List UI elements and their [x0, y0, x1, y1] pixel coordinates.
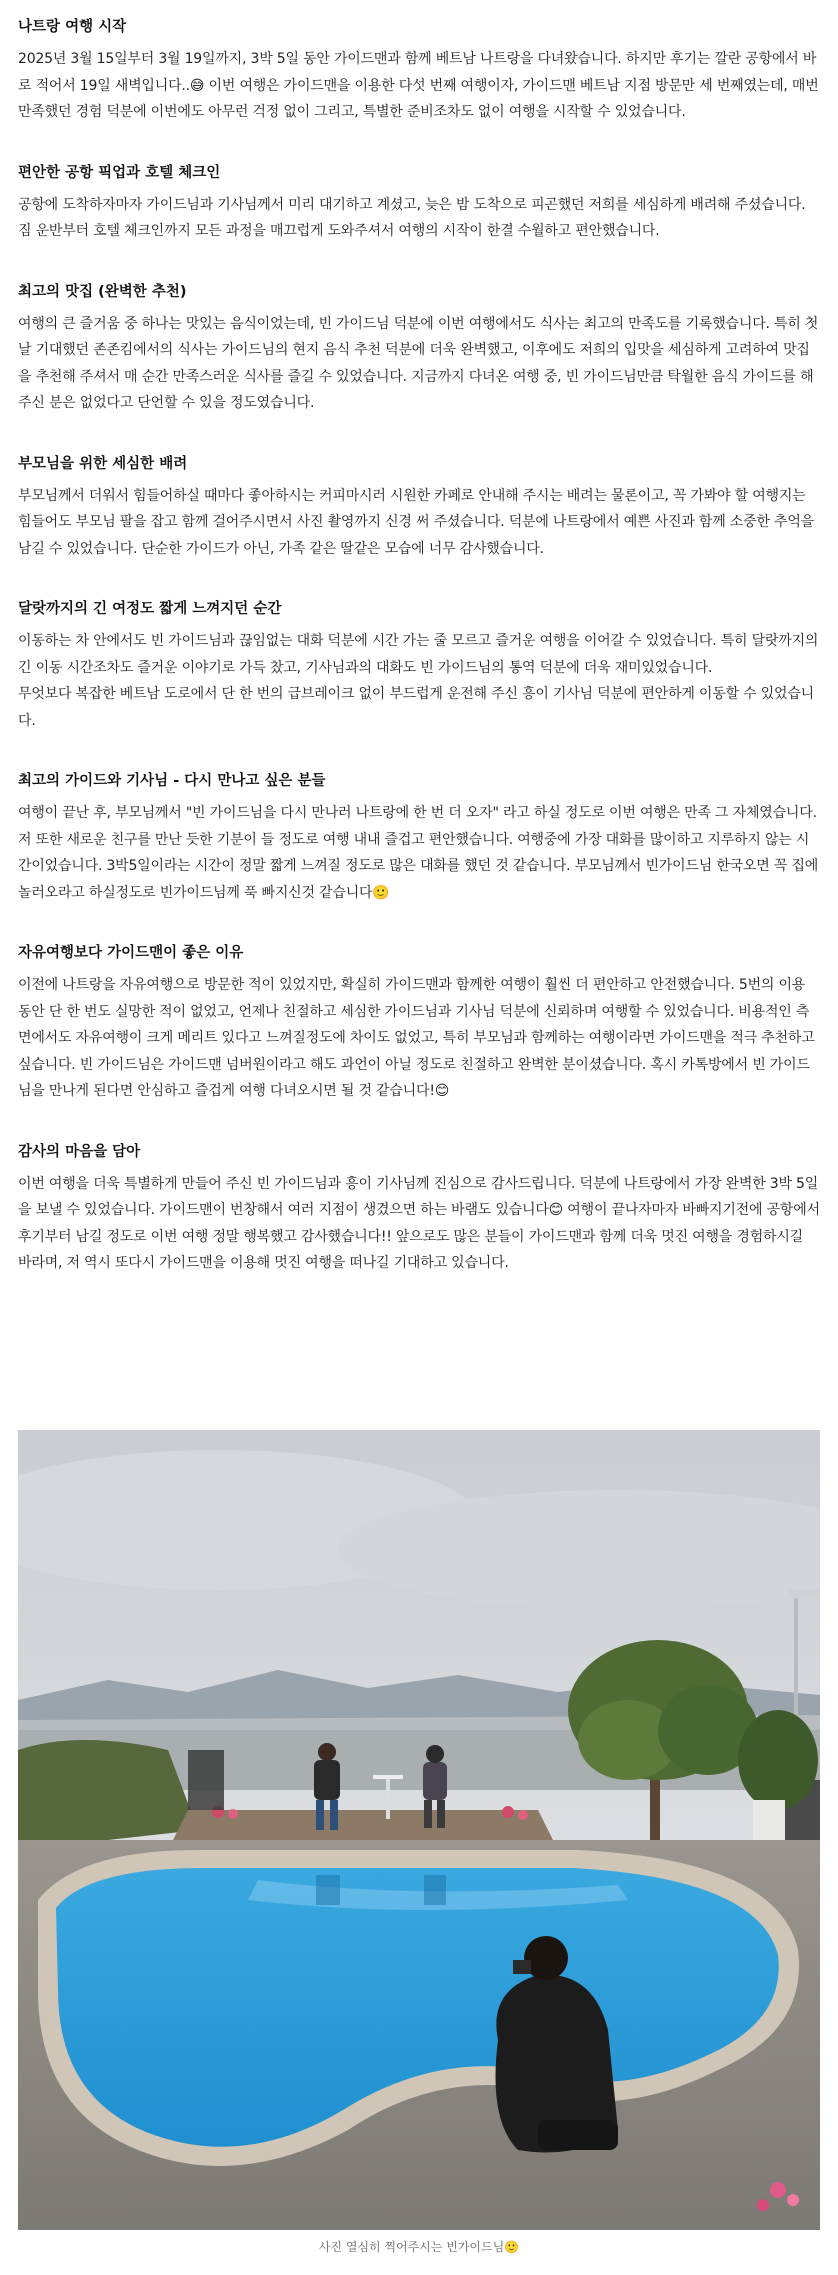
section-trip-start [18, 14, 820, 126]
section-title: 최고의 맛집 (완벽한 추천) [18, 283, 187, 300]
section-title: 감사의 마음을 담아 [18, 1143, 141, 1160]
section-paragraph: 이전에 나트랑을 자유여행으로 방문한 적이 있었지만, 확실히 가이드맨과 함께한 여행이 훨씬 더 편안하고 안전했습니다. 5번의 이용 동안 단 한 번도 실망한 적이 없었고, 언제나 친절하고 세심한 가이드님과 기사님 덕분에 신뢰하며 여행할 수 있었습니다. 비용적인 측면에서도 자유여행이 크게 메리트 있다고 느껴질정도에 차이도 없었고, 특히 부모님과 함께하는 여행이라면 가이드맨을 적극 추천하고 싶습니다. 빈 가이드님은 가이드맨 넘버원이라고 해도 과언이 아닐 정도로 친절하고 완벽한 분이셨습니다. 혹시 카톡방에서 빈 가이드님을 만나게 된다면 안심하고 즐겁게 여행 다녀오시면 될 것 같습니다!😊 [18, 977, 815, 1099]
section-paragraph: 이번 여행을 더욱 특별하게 만들어 주신 빈 가이드님과 흥이 기사님께 진심으로 감사드립니다. 덕분에 나트랑에서 가장 완벽한 3박 5일을 보낼 수 있었습니다. 가이드맨이 번창해서 여러 지점이 생겼으면 하는 바램도 있습니다😊 여행이 끝나자마자 바빠지기전에 공항에서 후기부터 남길 정도로 이번 여행 정말 행복했고 감사했습니다!! 앞으로도 많은 분들이 가이드맨과 함께 더욱 멋진 여행을 경험하시길 바라며, 저 역시 또다시 가이드맨을 이용해 멋진 여행을 떠나길 기대하고 있습니다. [18, 1175, 820, 1271]
section-paragraph: 여행이 끝난 후, 부모님께서 "빈 가이드님을 다시 만나러 나트랑에 한 번 더 오자" 라고 하실 정도로 이번 여행은 만족 그 자체였습니다. [18, 805, 817, 821]
section-title: 최고의 가이드와 기사님 - 다시 만나고 싶은 분들 [18, 773, 326, 789]
section-paragraph: 짐 운반부터 호텔 체크인까지 모든 과정을 매끄럽게 도와주셔서 여행의 시작이 한결 수월하고 편안했습니다. [18, 223, 660, 239]
section-paragraph: 무엇보다 복잡한 베트남 도로에서 단 한 번의 급브레이크 없이 부드럽게 운전해 주신 흥이 기사님 덕분에 편안하게 이동할 수 있었습니다. [18, 686, 814, 729]
section-paragraph: 부모님께서 더워서 힘들어하실 때마다 좋아하시는 커피마시러 시원한 카페로 안내해 주시는 배려는 물론이고, 꼭 가봐야 할 여행지는 힘들어도 부모님 팔을 잡고 함께 걸어주시면서 사진 촬영까지 신경 써 주셨습니다. 덕분에 나트랑에서 예쁜 사진과 함께 소중한 추억을 남길 수 있었습니다. 단순한 가이드가 아닌, 가족 같은 딸같은 모습에 너무 감사했습니다. [18, 487, 814, 557]
section-paragraph: 여행의 큰 즐거움 중 하나는 맛있는 음식이었는데, 빈 가이드님 덕분에 이번 여행에서도 식사는 최고의 만족도를 기록했습니다. 특히 첫날 기대했던 존존킴에서의 식사는 가이드님의 현지 음식 추천 덕분에 더욱 완벽했고, 이후에도 저희의 입맛을 세심하게 고려하여 맛집을 추천해 주셔서 매 순간 만족스러운 식사를 즐길 수 있었습니다. 지금까지 다녀온 여행 중, 빈 가이드님만큼 탁월한 음식 가이드를 해주신 분은 없었다고 단언할 수 있을 정도였습니다. [18, 315, 819, 411]
section-gratitude [18, 1139, 820, 1277]
section-paragraph: 저 또한 새로운 친구를 만난 듯한 기분이 들 정도로 여행 내내 즐겁고 편안했습니다. 여행중에 가장 대화를 많이하고 지루하지 않는 시간이었습니다. 3박5일이라는 시간이 정말 짧게 느껴질 정도로 많은 대화를 했던 것 같습니다. 부모님께서 빈가이드님 한국오면 꼭 집에 놀러오라고 하실정도로 빈가이드님께 푹 빠지신것 같습니다🙂 [18, 831, 819, 901]
section-best-guide-driver [18, 768, 820, 906]
section-title: 편안한 공항 픽업과 호텔 체크인 [18, 164, 221, 181]
travel-photo-illustration [18, 1430, 820, 2230]
section-title: 자유여행보다 가이드맨이 좋은 이유 [18, 945, 244, 961]
section-title: 달랏까지의 긴 여정도 짧게 느껴지던 순간 [18, 601, 282, 617]
section-paragraph: 공항에 도착하자마자 가이드님과 기사님께서 미리 대기하고 계셨고, 늦은 밤 도착으로 피곤했던 저희를 세심하게 배려해 주셨습니다. [18, 196, 806, 213]
photo-caption: 사진 열심히 찍어주시는 빈가이드님🙂 [318, 2240, 520, 2254]
travel-photo[interactable] [18, 1430, 820, 2230]
section-dalat-journey [18, 596, 820, 734]
section-title: 나트랑 여행 시작 [18, 19, 127, 35]
section-why-guideman [18, 940, 820, 1105]
review-article [18, 14, 820, 1311]
section-best-restaurants [18, 279, 820, 417]
section-paragraph: 이동하는 차 안에서도 빈 가이드님과 끊임없는 대화 덕분에 시간 가는 줄 모르고 즐거운 여행을 이어갈 수 있었습니다. 특히 달랏까지의 긴 이동 시간조차도 즐거운 이야기로 가득 찼고, 기사님과의 대화도 빈 가이드님의 통역 덕분에 더욱 재미있었습니다. [18, 633, 819, 676]
section-paragraph: 2025년 3월 15일부터 3월 19일까지, 3박 5일 동안 가이드맨과 함께 베트남 나트랑을 다녀왔습니다. 하지만 후기는 깔란 공항에서 바로 적어서 19일 새벽입니다..😅 이번 여행은 가이드맨을 이용한 다섯 번째 여행이자, 가이드맨 베트남 지점 방문만 세 번째였는데, 매번 만족했던 경험 덕분에 이번에도 아무런 걱정 없이 그리고, 특별한 준비조차도 없이 여행을 시작할 수 있었습니다. [18, 51, 819, 120]
section-title: 부모님을 위한 세심한 배려 [18, 455, 188, 472]
section-parents-care [18, 451, 820, 563]
section-airport-pickup [18, 160, 820, 245]
